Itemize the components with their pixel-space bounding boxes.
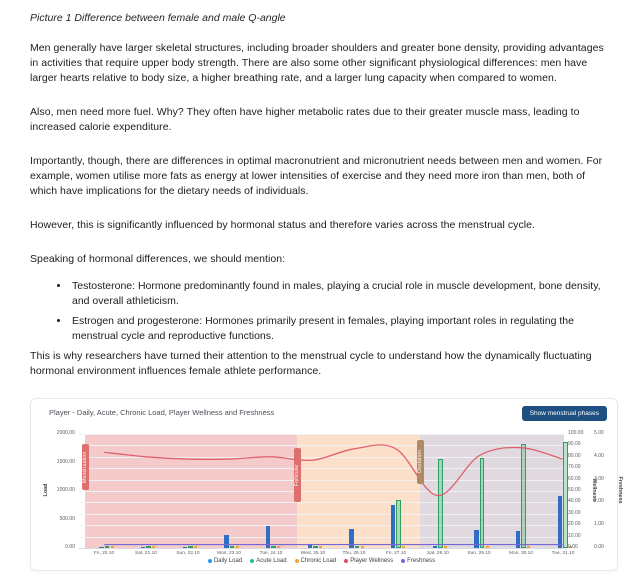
wellness-axis-tick: 30.00 — [568, 510, 581, 516]
wellness-axis-tick: 20.00 — [568, 521, 581, 527]
wellness-axis-tick: 50.00 — [568, 487, 581, 493]
chart-title: Player - Daily, Acute, Chronic Load, Player Wellness and Freshness — [49, 408, 275, 417]
figure-caption: Picture 1 Difference between female and male Q-angle — [30, 12, 286, 24]
phase-tag: Follicular — [294, 448, 301, 502]
legend-dot-icon — [208, 559, 212, 563]
closing-paragraph: This is why researchers have turned their attention to the menstrual cycle to understand how the dynamically fluctuating hormonal environment influences female athlete performance. — [30, 350, 592, 377]
freshness-axis-tick: 4.00 — [594, 453, 604, 459]
legend-item — [344, 558, 393, 564]
show-menstrual-phases-button[interactable]: Show menstrual phases — [522, 406, 607, 421]
x-axis-label: Sun, 29.10 — [467, 551, 491, 556]
chart-legend — [79, 558, 564, 564]
wellness-axis-tick: 0.00 — [568, 544, 578, 550]
legend-label: Freshness — [407, 558, 436, 564]
legend-dot-icon — [250, 559, 254, 563]
x-axis-label: Tue, 31.10 — [551, 551, 574, 556]
x-axis-label: Mon, 23.10 — [217, 551, 242, 556]
freshness-axis-tick: 5.00 — [594, 430, 604, 436]
legend-item — [401, 558, 435, 564]
load-axis-tick: 0.00 — [65, 544, 75, 550]
wellness-axis-tick: 40.00 — [568, 498, 581, 504]
load-axis-tick: 500.00 — [59, 515, 75, 522]
legend-dot-icon — [401, 559, 405, 563]
freshness-axis-tick: 0.00 — [594, 544, 604, 550]
legend-dot-icon — [344, 559, 348, 563]
x-axis-label: Sun, 22.10 — [175, 551, 200, 556]
x-axis-label: Fri, 20.10 — [94, 551, 115, 556]
wellness-axis-tick: 60.00 — [568, 476, 581, 482]
legend-label: Player Wellness — [350, 558, 394, 564]
wellness-axis-tick: 90.00 — [568, 441, 581, 447]
legend-item — [250, 558, 286, 564]
x-axis-label: Sat, 28.10 — [426, 551, 449, 556]
freshness-axis-title: Freshness — [617, 476, 623, 504]
x-axis-label: Sat, 21.10 — [134, 551, 157, 556]
freshness-axis-tick: 3.00 — [594, 476, 604, 482]
legend-label: Chronic Load — [300, 558, 337, 564]
x-axis-label: Wed, 25.10 — [300, 551, 325, 556]
wellness-axis-tick: 70.00 — [568, 464, 581, 470]
wellness-axis-tick: 100.00 — [568, 430, 584, 436]
line-series-layer — [79, 434, 564, 548]
paragraph: Speaking of hormonal differences, we should mention: — [30, 253, 286, 265]
wellness-line — [104, 445, 562, 496]
freshness-axis-tick: 2.00 — [594, 498, 604, 504]
x-axis-label: Fri, 27.10 — [385, 551, 407, 556]
wellness-axis-title: Wellness — [591, 478, 597, 502]
paragraph: Men generally have larger skeletal structures, including broader shoulders and greater bone density, providing advantages in activities that require upper body strength. There are also some other significant physiological differences: men have larger hearts relative to body size, a higher breathing rate, and a larger lung capacity when compared to women. — [30, 42, 604, 84]
x-axis-label: Tue, 24.10 — [259, 551, 283, 556]
list-item: • Estrogen and progesterone: Hormones primarily present in females, playing important roles in regulating the menstrual cycle and reproductive functions. — [70, 314, 612, 344]
phase-tag: Menstruation — [82, 444, 89, 490]
load-axis-tick: 2000.00 — [56, 430, 75, 436]
paragraph: Also, men need more fuel. Why? They often have higher metabolic rates due to their greater muscle mass, leading to increased calorie expenditure. — [30, 106, 580, 133]
x-axis-label: Mon, 30.10 — [508, 551, 533, 556]
x-axis-label: Thu, 26.10 — [342, 551, 366, 556]
legend-label: Daily Load — [213, 558, 243, 564]
paragraph: Importantly, though, there are differences in optimal macronutrient and micronutrient needs between men and women. For example, women utilise more fats as energy at lower intensities of exercise and they need more iron than men, both of which have implications for the dietary needs of individuals. — [30, 155, 603, 197]
legend-item — [208, 558, 242, 564]
load-wellness-chart-card — [30, 398, 623, 571]
phase-tag: Ovulation — [417, 440, 424, 484]
legend-dot-icon — [295, 559, 299, 563]
chart-plot-area — [79, 434, 564, 549]
wellness-axis-tick: 10.00 — [568, 533, 581, 539]
load-axis-tick: 1000.00 — [56, 487, 75, 493]
wellness-axis-tick: 80.00 — [568, 453, 581, 459]
paragraph: However, this is significantly influenced by hormonal status and therefore varies across the menstrual cycle. — [30, 219, 536, 231]
legend-label: Acute Load — [256, 558, 287, 564]
load-axis-tick: 1500.00 — [56, 458, 75, 465]
hormone-list — [30, 279, 612, 344]
load-axis-title: Load — [43, 483, 49, 497]
legend-item — [295, 558, 337, 564]
list-item: • Testosterone: Hormone predominantly found in males, playing a crucial role in muscle development, bone density, and overall athleticism. — [70, 279, 612, 309]
freshness-axis-tick: 1.00 — [594, 521, 604, 527]
